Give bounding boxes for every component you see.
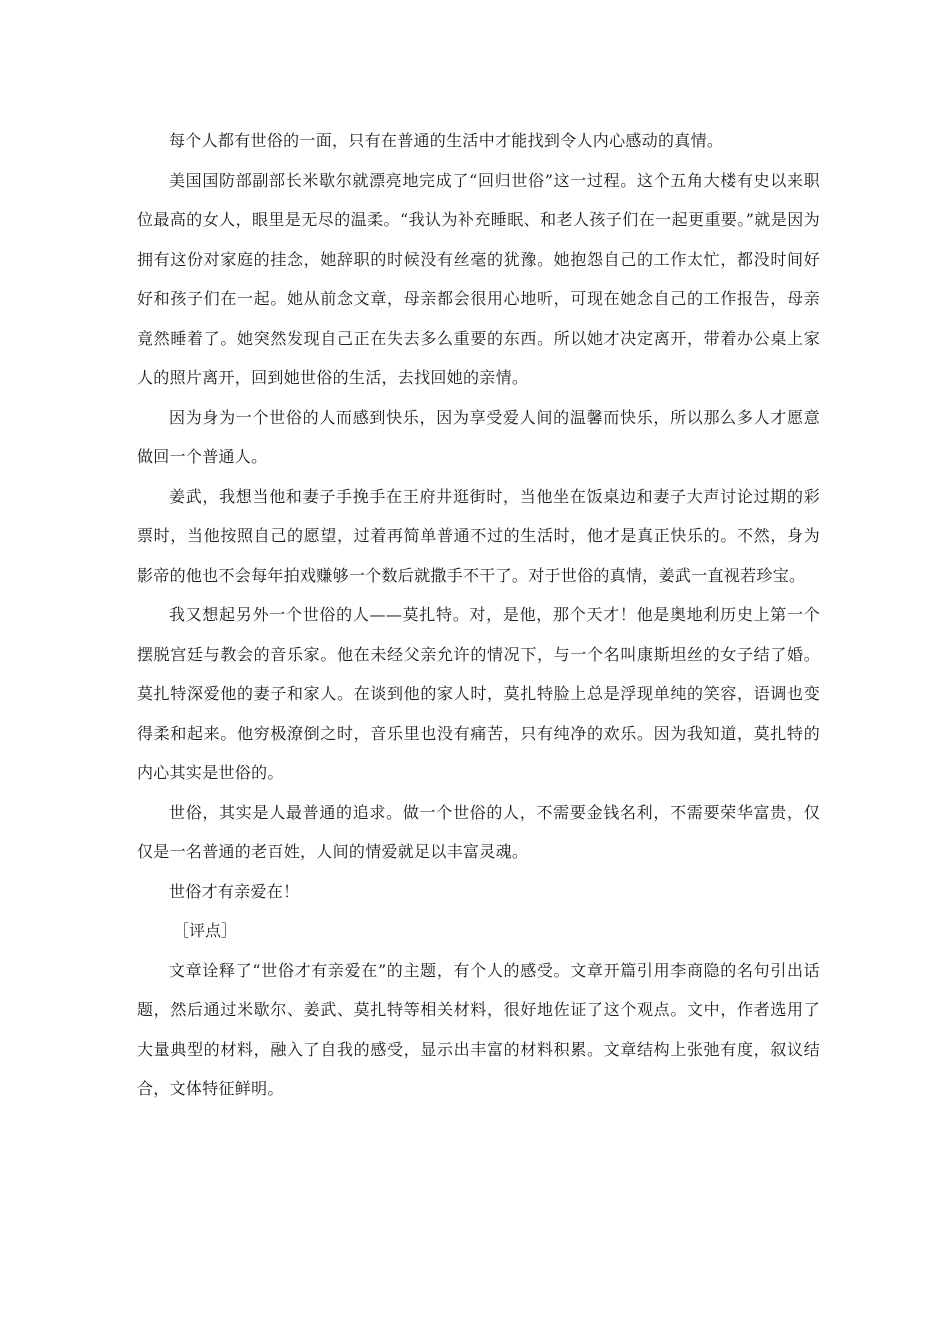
paragraph-happiness: 因为身为一个世俗的人而感到快乐，因为享受爱人间的温馨而快乐，所以那么多人才愿意做回一个普通人。 bbox=[137, 407, 820, 466]
paragraph-conclusion: 世俗才有亲爱在！ bbox=[169, 881, 300, 901]
comment-text: 文章诠释了“世俗才有亲爱在”的主题，有个人的感受。文章开篇引用李商隐的名句引出话题，然后通过米歇尔、姜武、莫扎特等相关材料，很好地佐证了这个观点。文中，作者选用了大量典型的材料，融入了自我的感受，显示出丰富的材料积累。文章结构上张弛有度，叙议结合，文体特征鲜明。 bbox=[137, 960, 820, 1098]
paragraph-mozart: 我又想起另外一个世俗的人——莫扎特。对，是他，那个天才！他是奥地利历史上第一个摆脱宫廷与教会的音乐家。他在未经父亲允许的情况下，与一个名叫康斯坦丝的女子结了婚。莫扎特深爱他的妻子和家人。在谈到他的家人时，莫扎特脸上总是浮现单纯的笑容，语调也变得柔和起来。他穷极潦倒之时，音乐里也没有痛苦，只有纯净的欢乐。因为我知道，莫扎特的内心其实是世俗的。 bbox=[137, 605, 820, 782]
paragraph-summary: 世俗，其实是人最普通的追求。做一个世俗的人，不需要金钱名利，不需要荣华富贵，仅仅是一名普通的老百姓，人间的情爱就足以丰富灵魂。 bbox=[137, 802, 820, 861]
paragraph-intro: 每个人都有世俗的一面，只有在普通的生活中才能找到令人内心感动的真情。 bbox=[169, 131, 724, 150]
comment-label: ［评点］ bbox=[173, 921, 238, 940]
paragraph-michele: 美国国防部副部长米歇尔就漂亮地完成了“回归世俗”这一过程。这个五角大楼有史以来职位最高的女人，眼里是无尽的温柔。“我认为补充睡眠、和老人孩子们在一起更重要。”就是因为拥有这份对家庭的挂念，她辞职的时候没有丝毫的犹豫。她抱怨自己的工作太忙，都没时间好好和孩子们在一起。她从前念文章，母亲都会很用心地听，可现在她念自己的工作报告，母亲竟然睡着了。她突然发现自己正在失去多么重要的东西。所以她才决定离开，带着办公桌上家人的照片离开，回到她世俗的生活，去找回她的亲情。 bbox=[137, 170, 820, 387]
essay-body bbox=[137, 121, 820, 1109]
paragraph-jiangwu: 姜武，我想当他和妻子手挽手在王府井逛街时，当他坐在饭桌边和妻子大声讨论过期的彩票时，当他按照自己的愿望，过着再简单普通不过的生活时，他才是真正快乐的。不然，身为影帝的他也不会每年拍戏赚够一个数后就撒手不干了。对于世俗的真情，姜武一直视若珍宝。 bbox=[137, 486, 820, 585]
